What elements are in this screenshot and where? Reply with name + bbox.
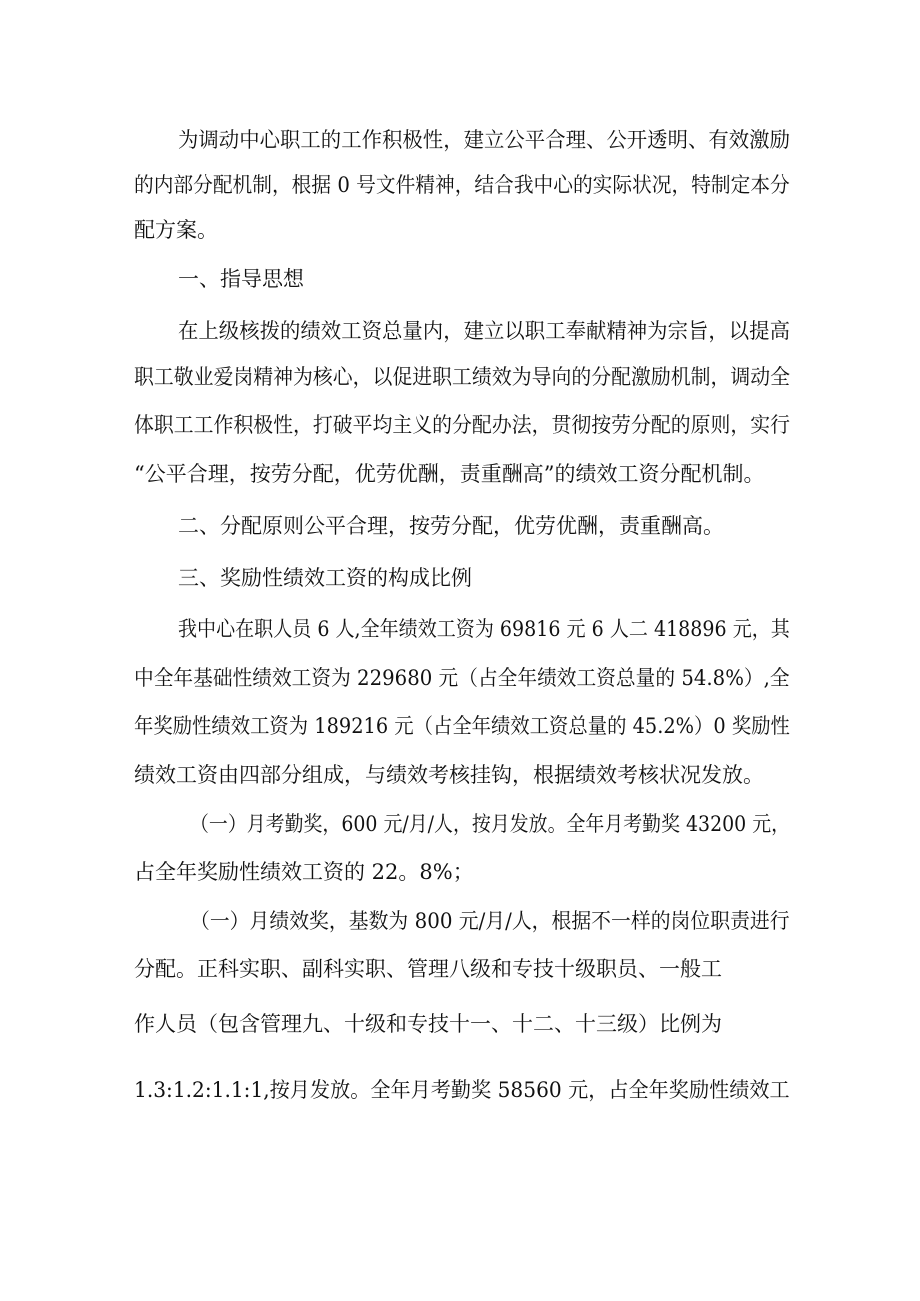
paragraph-guiding-line-2: 职工敬业爱岗精神为核心，以促进职工绩效为导向的分配激励机制，调动全 xyxy=(134,365,790,389)
heading-composition-ratio: 三、奖励性绩效工资的构成比例 xyxy=(178,566,472,590)
paragraph-guiding-line-1: 在上级核拨的绩效工资总量内，建立以职工奉献精神为宗旨，以提高 xyxy=(178,319,790,343)
paragraph-composition-line-1: 我中心在职人员 6 人,全年绩效工资为 69816 元 6 人二 418896 元，其 xyxy=(178,617,790,641)
heading-distribution-principle: 二、分配原则公平合理，按劳分配，优劳优酬，责重酬高。 xyxy=(178,514,724,538)
paragraph-performance-line-2: 分配。正科实职、副科实职、管理八级和专技十级职员、一般工 xyxy=(134,957,722,981)
paragraph-composition-line-4: 绩效工资由四部分组成，与绩效考核挂钩，根据绩效考核状况发放。 xyxy=(134,763,764,787)
paragraph-performance-line-4: 1.3:1.2:1.1:1,按月发放。全年月考勤奖 58560 元，占全年奖励性绩效工 xyxy=(134,1078,790,1102)
paragraph-performance-line-3: 作人员（包含管理九、十级和专技十一、十二、十三级）比例为 xyxy=(134,1012,722,1036)
paragraph-intro-line-2: 的内部分配机制，根据 0 号文件精神，结合我中心的实际状况，特制定本分 xyxy=(134,173,790,197)
paragraph-attendance-line-1: （一）月考勤奖，600 元/月/人，按月发放。全年月考勤奖 43200 元， xyxy=(190,812,791,836)
heading-guiding-thought: 一、指导思想 xyxy=(178,267,304,291)
paragraph-guiding-line-3: 体职工工作积极性，打破平均主义的分配办法，贯彻按劳分配的原则，实行 xyxy=(134,413,790,437)
paragraph-performance-line-1: （一）月绩效奖，基数为 800 元/月/人，根据不一样的岗位职责进行 xyxy=(190,909,790,933)
paragraph-attendance-line-2: 占全年奖励性绩效工资的 22。8%； xyxy=(134,860,474,884)
paragraph-composition-line-3: 年奖励性绩效工资为 189216 元（占全年绩效工资总量的 45.2%）0 奖励性 xyxy=(134,714,790,738)
paragraph-intro-line-3: 配方案。 xyxy=(134,218,218,242)
paragraph-composition-line-2: 中全年基础性绩效工资为 229680 元（占全年绩效工资总量的 54.8%）,全 xyxy=(134,666,790,690)
paragraph-guiding-line-4: “公平合理，按劳分配，优劳优酬，责重酬高”的绩效工资分配机制。 xyxy=(134,462,765,486)
paragraph-intro-line-1: 为调动中心职工的工作积极性，建立公平合理、公开透明、有效激励 xyxy=(178,128,790,152)
